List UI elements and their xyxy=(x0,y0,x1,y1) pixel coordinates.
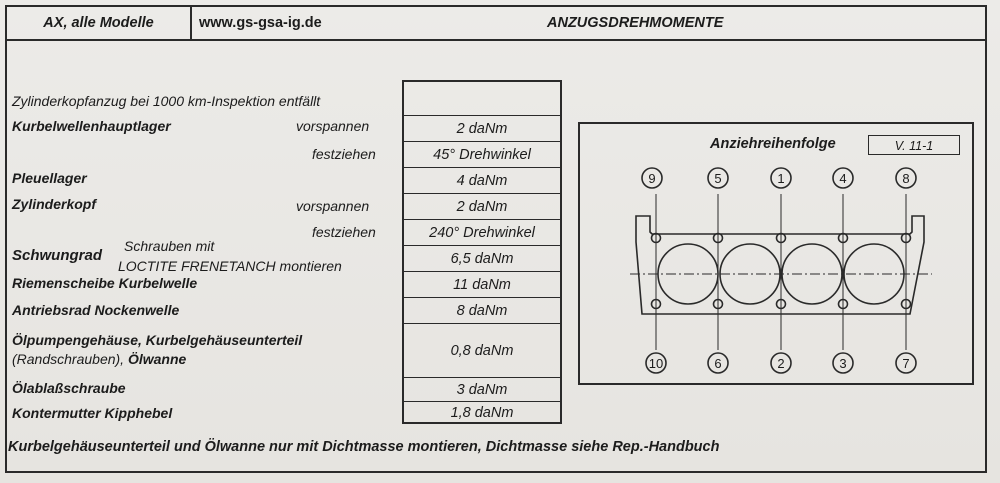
tightening-sequence-diagram xyxy=(578,122,974,385)
row-label-randschrauben-text: (Randschrauben), xyxy=(12,351,128,367)
row-label-schwungrad: Schwungrad xyxy=(12,247,103,264)
row-label-oelpumpe: Ölpumpengehäuse, Kurbelgehäuseunterteil xyxy=(12,332,303,348)
row-label-zylinderkopf: Zylinderkopf xyxy=(12,196,97,212)
table-cell-value: 2 daNm xyxy=(404,116,560,142)
row-label-kurbelwelle: Kurbelwellenhauptlager xyxy=(12,118,171,134)
sequence-number: 10 xyxy=(648,356,664,371)
row-label-riemenscheibe: Riemenscheibe Kurbelwelle xyxy=(12,275,198,291)
row-label-oelwanne: Ölwanne xyxy=(127,351,187,367)
table-cell-value: 6,5 daNm xyxy=(404,246,560,272)
row-label-nockenwelle: Antriebsrad Nockenwelle xyxy=(12,302,180,318)
sequence-number: 9 xyxy=(648,171,656,186)
row-note-festziehen-1: festziehen xyxy=(312,146,376,162)
model-label: AX, alle Modelle xyxy=(7,7,192,39)
row-label-randschrauben xyxy=(12,351,186,367)
row-label-pleuellager: Pleuellager xyxy=(12,170,87,186)
sequence-number: 6 xyxy=(714,356,722,371)
torque-table xyxy=(402,80,562,424)
website-label: www.gs-gsa-ig.de xyxy=(199,15,322,31)
sequence-number: 4 xyxy=(839,171,847,186)
table-cell-value: 1,8 daNm xyxy=(450,405,514,421)
diagram-title: Anziehreihenfolge xyxy=(710,136,836,152)
table-cell-value: 11 daNm xyxy=(404,272,560,298)
table-cell-value: 4 daNm xyxy=(404,168,560,194)
row-label-oelablass: Ölablaßschraube xyxy=(12,380,126,396)
sequence-number: 8 xyxy=(902,171,910,186)
row-note-schrauben: Schrauben mit xyxy=(124,238,215,254)
table-cell-value: 0,8 daNm xyxy=(404,324,560,378)
row-note-loctite: LOCTITE FRENETANCH montieren xyxy=(118,258,342,274)
cylinder-head-drawing xyxy=(580,124,972,383)
table-cell-value: 240° Drehwinkel xyxy=(404,220,560,246)
footnote: Kurbelgehäuseunterteil und Ölwanne nur mit Dichtmasse montieren, Dichtmasse siehe Rep.-Handbuch xyxy=(8,439,720,455)
table-cell-value: 45° Drehwinkel xyxy=(404,142,560,168)
sequence-number: 2 xyxy=(777,356,785,371)
row-note-vorspannen-1: vorspannen xyxy=(296,118,370,134)
sequence-number: 3 xyxy=(839,356,847,371)
row-note-festziehen-2: festziehen xyxy=(312,224,376,240)
row-note-vorspannen-2: vorspannen xyxy=(296,198,370,214)
table-cell-empty xyxy=(404,82,560,116)
table-cell-value: 3 daNm xyxy=(404,378,560,402)
diagram-reference: V. 11-1 xyxy=(868,135,960,155)
sequence-number: 1 xyxy=(777,171,785,186)
table-cell-value: 8 daNm xyxy=(404,298,560,324)
row-label-inspection: Zylinderkopfanzug bei 1000 km-Inspektion entfällt xyxy=(12,93,321,109)
page-title: ANZUGSDREHMOMENTE xyxy=(547,15,724,31)
header-bar xyxy=(7,7,985,41)
table-cell-value: 2 daNm xyxy=(404,194,560,220)
row-label-kipphebel: Kontermutter Kipphebel xyxy=(12,405,173,421)
sequence-number: 5 xyxy=(714,171,722,186)
sequence-number: 7 xyxy=(902,356,910,371)
